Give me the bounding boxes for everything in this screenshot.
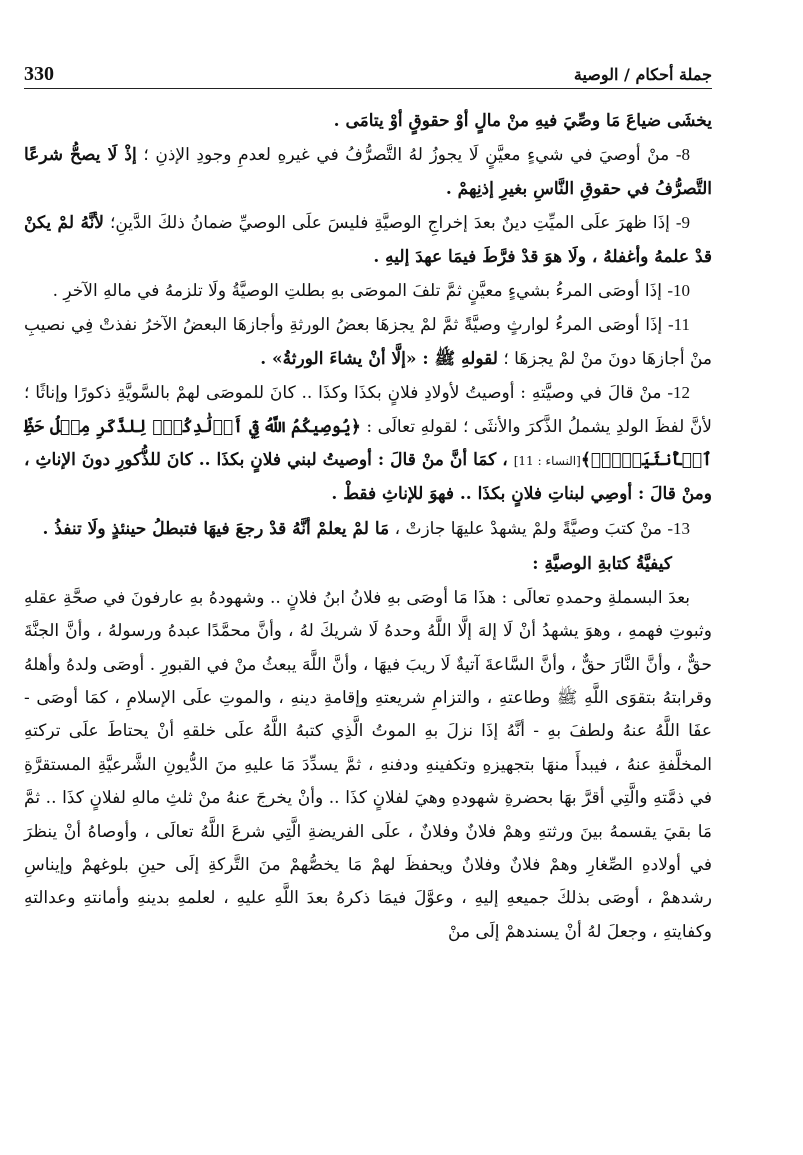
rule-reason: لقولهِ ﷺ : «إلَّا أنْ يشاءَ الورثةُ» . [260, 348, 498, 369]
rule-number: 11- [667, 315, 691, 335]
rule-number: 13- [667, 518, 690, 538]
page-header [24, 56, 712, 89]
rule-text: إذَا ظهرَ علَى الميِّتِ دينٌ بعدَ إخراجِ الوصيَّةِ فليسَ علَى الوصيِّ ضمانُ ذلكَ الدَّينِ؛ [104, 213, 670, 234]
body-text [24, 105, 712, 949]
quran-verse: ﴿يُوصِيكُمُ اللَّهُ فِيٓ أَوۡلَٰدِكُمۡۖ لِلذَّكَرِ مِثۡلُ حَظِّ ٱلۡأُنثَيَيۡنِۚ﴾ [24, 416, 713, 471]
rule-text: منْ قالَ في وصيَّتهِ : أوصيتُ لأولادِ فلانٍ بكذَا وكذَا .. كانَ للموصَى لهمْ بالسَّويَّةِ ذكورًا وإناثًا ؛ لأنَّ لفظَ الولدِ يشملُ الذَّكرَ والأنثَى ؛ لقولهِ تعالَى : [24, 383, 712, 437]
continuation-line [24, 105, 712, 138]
rule-reason: إذْ لَا يصحُّ شرعًا التَّصرُّفُ في حقوقِ النَّاسِ بغيرِ إذنِهمْ . [24, 145, 712, 199]
section-body: بعدَ البسملةِ وحمدهِ تعالَى : هذَا مَا أوصَى بهِ فلانُ ابنُ فلانٍ .. وشهودهُ بهِ عارفونَ في صحَّةِ عقلهِ وثبوتِ فهمهِ ، وهوَ يشهدُ أنْ لَا إلهَ إلَّا اللَّهُ وحدهُ لَا شريكَ لهُ ، وأنَّ محمَّدًا عبدهُ ورسولهُ ، وأنَّ الجنَّةَ حقٌّ ، وأنَّ النَّارَ حقٌّ ، وأنَّ السَّاعةَ آتيةٌ لَا ريبَ فيهَا ، وأنَّ اللَّهَ يبعثُ منْ في القبورِ . أوصَى ولدهُ وأهلهُ وقرابتهُ بتقوَى اللَّهِ ﷺ وطاعتهِ ، والتزامِ شريعتهِ وإقامةِ دينهِ ، والموتِ علَى الإسلامِ ، كمَا أوصَى - عفَا اللَّهُ عنهُ ولطفَ بهِ - أنَّهُ إذَا نزلَ بهِ الموتُ الَّذِي كتبهُ اللَّهُ علَى خلقهِ أنْ يحتاطَ علَى تركتهِ المخلَّفةِ عنهُ ، فيبدأَ منهَا بتجهيزهِ وتكفينهِ ودفنهِ ، ثمَّ يسدِّدَ مَا عليهِ منَ الدُّيونِ الشَّرعيَّةِ المستقرَّةِ في ذمَّتهِ والَّتِي أقرَّ بهَا بحضرةِ شهودهِ وهيَ لفلانٍ كذَا .. وأنْ يخرجَ عنهُ منْ ثلثِ مالهِ لفلانٍ كذَا .. ثمَّ مَا بقيَ يقسمهُ بينَ ورثتهِ وهمْ فلانٌ وفلانٌ ، علَى الفريضةِ الَّتِي شرعَ اللَّهُ تعالَى ، وأوصاهُ أنْ ينظرَ في أولادهِ الصِّغارِ وهمْ فلانٌ وفلانٌ ويحفظَ لهمْ مَا يخصُّهمْ منَ التَّركةِ إلَى حينِ بلوغهمْ وإيناسِ رشدهمْ ، أوصَى بذلكَ جميعهِ إليهِ ، وعوَّلَ فيمَا ذكرهُ بعدَ اللَّهِ عليهِ ، لعلمهِ بدينهِ وأمانتهِ وعدالتهِ وكفايتهِ ، وجعلَ لهُ أنْ يسندهمْ إلَى منْ [24, 587, 712, 942]
rule-12 [24, 376, 712, 512]
rule-10 [24, 274, 712, 308]
rule-number: 9- [675, 213, 691, 233]
continuation-text: يخشَى ضياعَ مَا وصِّيَ فيهِ منْ مالٍ أوْ حقوقٍ أوْ يتامَى . [333, 111, 712, 131]
rule-reason: لأنَّهُ لمْ يكنْ قدْ علمهُ وأغفلهُ ، ولَا هوَ قدْ فرَّطَ فيمَا عهدَ إليهِ . [24, 213, 712, 267]
section-heading: كيفيَّةُ كتابةِ الوصيَّةِ : [532, 554, 672, 575]
rule-11 [24, 308, 712, 376]
rule-number: 12- [667, 383, 690, 403]
quran-reference: [النساء : 11] [513, 454, 581, 469]
rule-13 [24, 512, 712, 546]
rule-text: إذَا أوصَى المرءُ بشيءٍ معيَّنٍ ثمَّ تلفَ الموصَى بهِ بطلتِ الوصيَّةُ ولَا تلزمهُ في مالهِ الآخرِ . [52, 281, 662, 302]
rule-continuation: ، كمَا أنَّ منْ قالَ : أوصيتُ لبني فلانٍ بكذَا .. كانَ للذُّكورِ دونَ الإناثِ ، ومنْ قالَ : أوصِي لبناتِ فلانٍ بكذَا .. فهوَ للإناثِ فقطْ . [24, 450, 712, 505]
rule-text: منْ أوصيَ في شيءٍ معيَّنٍ لَا يجوزُ لهُ التَّصرُّفُ في غيرهِ لعدمِ وجودِ الإذنِ ؛ [136, 145, 670, 166]
rule-9 [24, 206, 712, 274]
rule-text: إذَا أوصَى المرءُ لوارثٍ وصيَّةً ثمَّ لمْ يجزهَا بعضُ الورثةِ وأجازهَا البعضُ الآخرُ نفذتْ فِي نصيبِ منْ أجازهَا دونَ منْ لمْ يجزهَا ؛ [24, 315, 712, 369]
rule-reason: مَا لمْ يعلمْ أنَّهُ قدْ رجعَ فيهَا فتبطلُ حينئذٍ ولَا تنفذُ . [42, 518, 390, 539]
rule-number: 10- [667, 281, 690, 301]
rule-8 [24, 138, 712, 206]
page-number: 330 [24, 63, 54, 85]
rule-text: منْ كتبَ وصيَّةً ولمْ يشهدْ عليهَا جازتْ ، [389, 518, 662, 539]
rule-number: 8- [675, 145, 691, 165]
running-title: جملة أحكام / الوصية [573, 65, 712, 84]
book-page [24, 56, 712, 1136]
